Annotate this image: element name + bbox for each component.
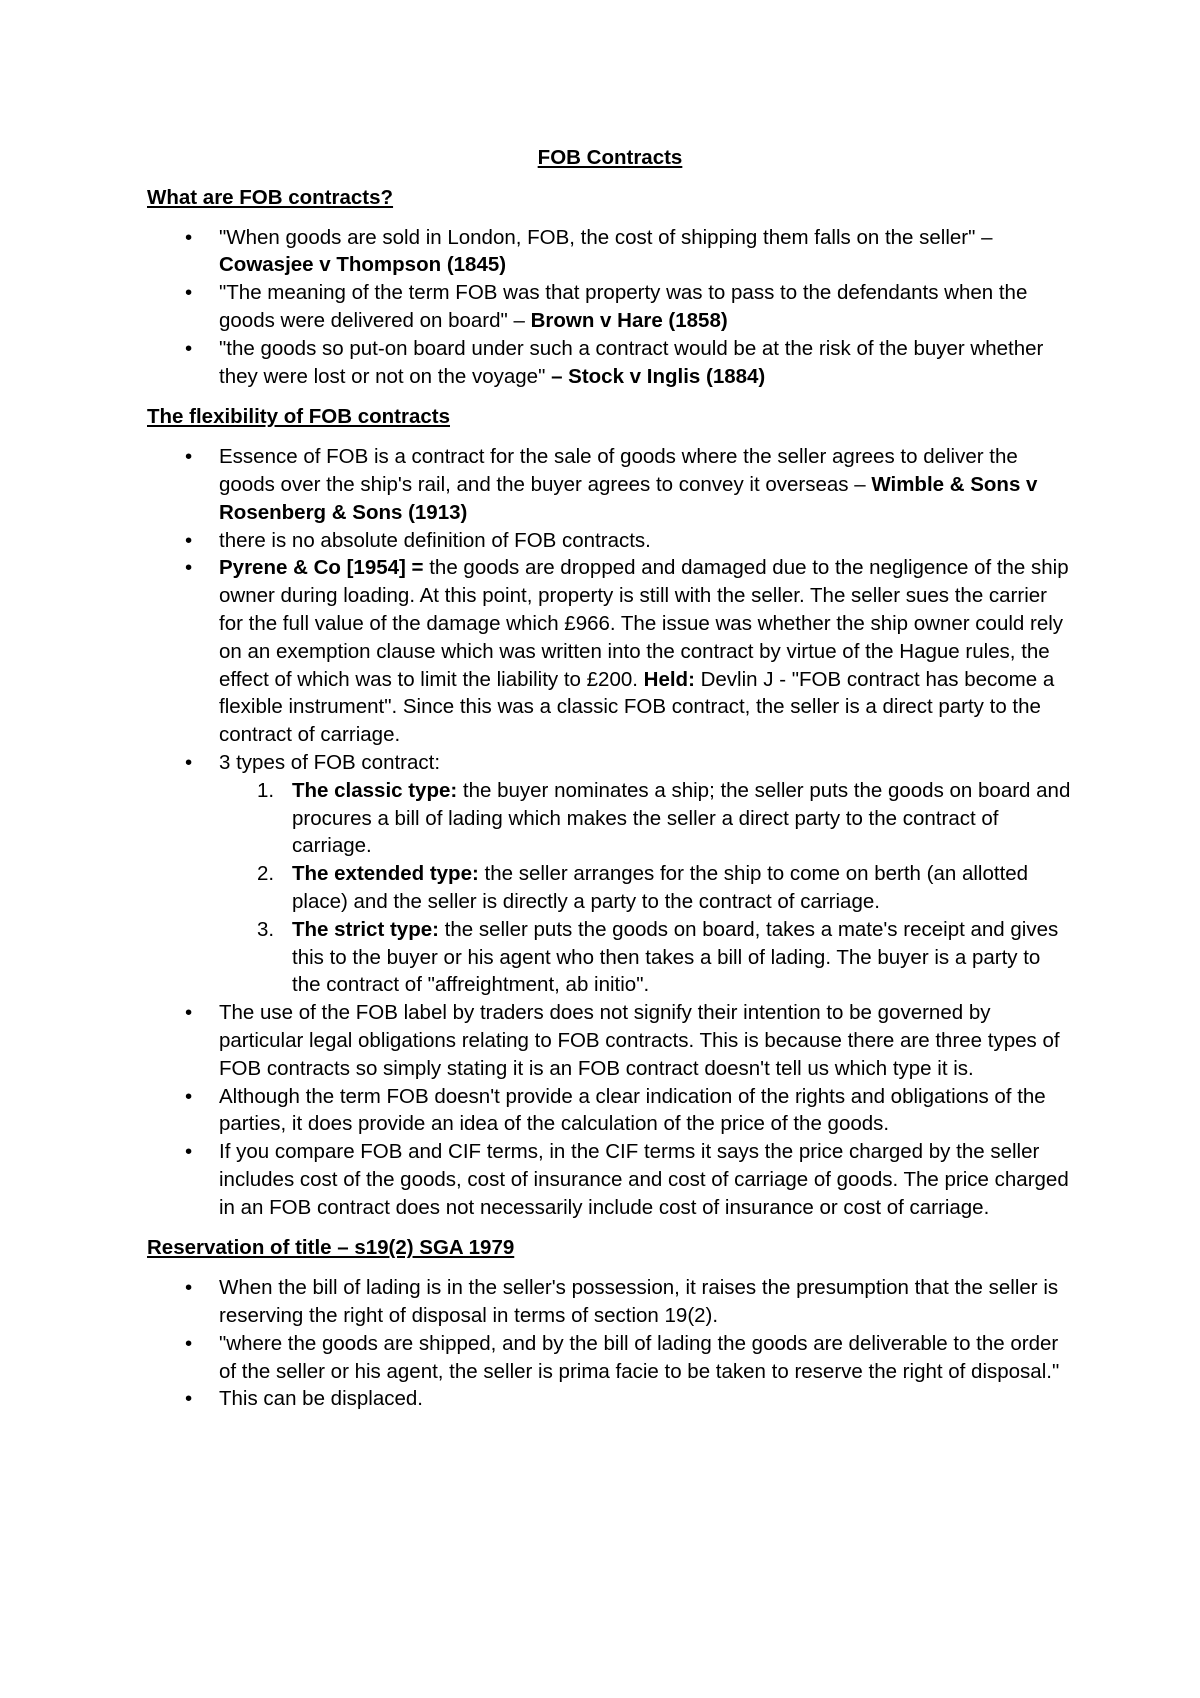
quote-text: "The meaning of the term FOB was that property was to pass to the defendants when the goods were delivered on board" – <box>219 281 1028 332</box>
price-idea-text: Although the term FOB doesn't provide a clear indication of the rights and obligations of the parties, it does provide an idea of the calculation of the price of the goods. <box>219 1084 1046 1136</box>
flexibility-list <box>147 443 1073 1221</box>
list-item <box>147 279 1073 335</box>
label-use-text: The use of the FOB label by traders does not signify their intention to be governed by particular legal obligations relating to FOB contracts. This is because there are three types of FOB contracts so simply stating it is an FOB contract doesn't tell us which type it is. <box>219 1001 1060 1080</box>
list-item <box>147 224 1073 280</box>
section-heading-reservation-of-title: Reservation of title – s19(2) SGA 1979 <box>147 1236 515 1260</box>
list-item <box>147 999 1073 1082</box>
what-are-fob-list <box>147 224 1073 391</box>
type-text: the buyer nominates a ship; the seller puts the goods on board and procures a bill of lading which makes the seller a direct party to the contract of carriage. <box>292 778 1071 858</box>
item-number: 2. <box>257 862 275 886</box>
section-heading-flexibility: The flexibility of FOB contracts <box>147 405 450 429</box>
list-item <box>147 554 1073 749</box>
numbered-item <box>219 860 1073 916</box>
list-item <box>147 749 1073 999</box>
case-citation: Brown v Hare (1858) <box>530 308 728 332</box>
list-item <box>147 527 1073 555</box>
reservation-text: This can be displaced. <box>219 1387 423 1411</box>
type-text: the seller arranges for the ship to come on berth (an allotted place) and the seller is directly a party to the contract of carriage. <box>292 862 1029 913</box>
case-citation: – Stock v Inglis (1884) <box>551 364 766 388</box>
pyrene-text: the goods are dropped and damaged due to the negligence of the ship owner during loading. At this point, property is still with the seller. The seller sues the carrier for the full value of the damage which £966. The issue was whether the ship owner could rely on an exemption clause which was written into the contract by virtue of the Hague rules, the effect of which was to limit the liability to £200. <box>219 556 1069 691</box>
list-item <box>147 443 1073 526</box>
fob-types-list <box>219 777 1073 999</box>
case-citation: Wimble & Sons v Rosenberg & Sons (1913) <box>219 472 1038 524</box>
list-item <box>147 335 1073 391</box>
reservation-text: When the bill of lading is in the seller's possession, it raises the presumption that the seller is reserving the right of disposal in terms of section 19(2). <box>219 1276 1059 1328</box>
held-text: Devlin J - "FOB contract has become a flexible instrument". Since this was a classic FOB contract, the seller is a direct party to the contract of carriage. <box>219 667 1055 747</box>
case-citation: Cowasjee v Thompson (1845) <box>219 253 507 277</box>
cif-compare-text: If you compare FOB and CIF terms, in the CIF terms it says the price charged by the seller includes cost of the goods, cost of insurance and cost of carriage of goods. The price charged in an FOB contract does not necessarily include cost of insurance or cost of carriage. <box>219 1140 1069 1219</box>
item-number: 3. <box>257 917 275 941</box>
types-intro: 3 types of FOB contract: <box>219 750 441 774</box>
document-title: FOB Contracts <box>537 146 683 169</box>
numbered-item <box>219 777 1073 860</box>
list-item <box>147 1083 1073 1139</box>
list-item <box>147 1274 1073 1330</box>
type-label: The classic type: <box>292 778 458 802</box>
no-definition-text: there is no absolute definition of FOB contracts. <box>219 528 651 552</box>
reservation-text: "where the goods are shipped, and by the bill of lading the goods are deliverable to the order of the seller or his agent, the seller is prima facie to be taken to reserve the right of disposal." <box>219 1331 1060 1383</box>
item-number: 1. <box>257 778 275 802</box>
section-heading-what-are-fob: What are FOB contracts? <box>147 185 394 209</box>
list-item <box>147 1330 1073 1386</box>
reservation-list <box>147 1274 1073 1413</box>
quote-text: "When goods are sold in London, FOB, the cost of shipping them falls on the seller" – <box>219 225 993 249</box>
quote-text: "the goods so put-on board under such a contract would be at the risk of the buyer whether they were lost or not on the voyage" <box>219 336 1044 388</box>
list-item <box>147 1138 1073 1221</box>
type-label: The extended type: <box>292 862 479 886</box>
type-label: The strict type: <box>292 917 439 941</box>
numbered-item <box>219 916 1073 999</box>
case-citation: Pyrene & Co [1954] = <box>219 556 424 580</box>
type-text: the seller puts the goods on board, takes a mate's receipt and gives this to the buyer or his agent who then takes a bill of lading. The buyer is a party to the contract of "affreightment, ab initio". <box>292 917 1059 997</box>
held-label: Held: <box>643 667 695 691</box>
essence-text: Essence of FOB is a contract for the sale of goods where the seller agrees to deliver the goods over the ship's rail, and the buyer agrees to convey it overseas – <box>219 445 1018 496</box>
document-page <box>147 144 1073 1426</box>
list-item <box>147 1385 1073 1413</box>
